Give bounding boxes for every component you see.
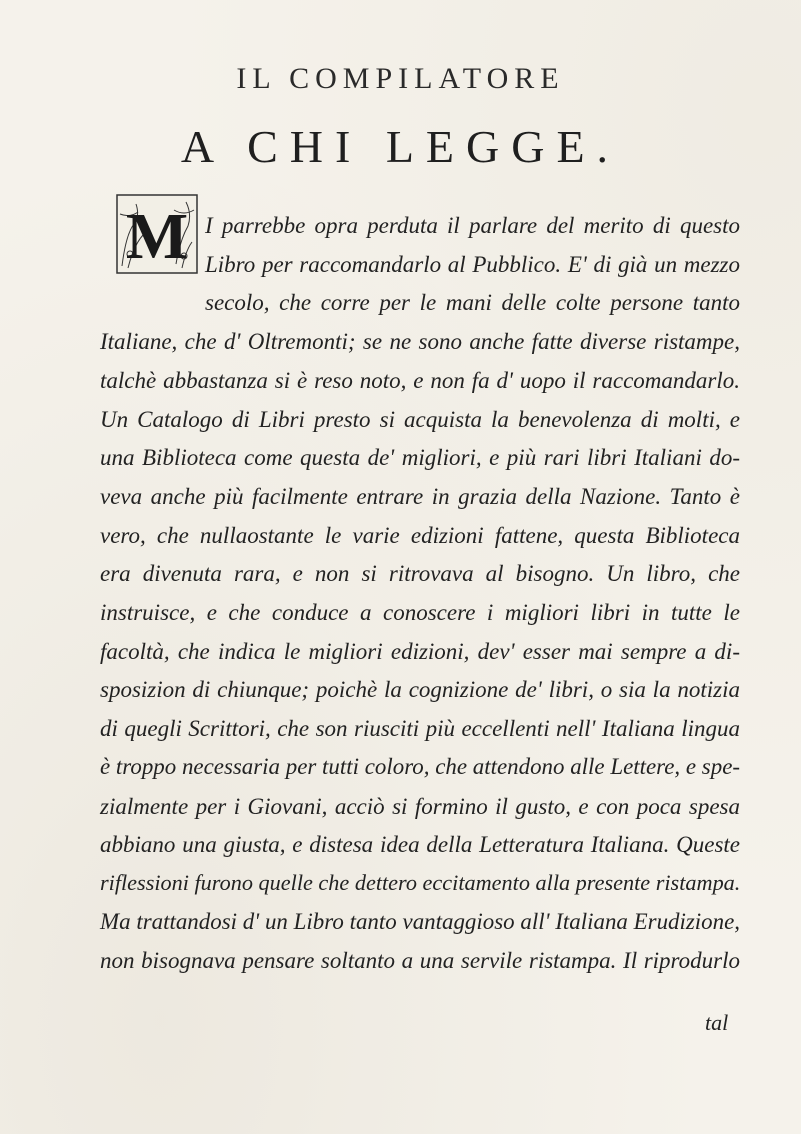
text-line: instruisce, e che conduce a conoscere i migliori libri in tutte le: [100, 600, 740, 625]
text-line: Italiane, che d' Oltremonti; se ne sono anche fatte diverse ristampe,: [100, 329, 740, 355]
text-line: Un Catalogo di Libri presto si acquista la benevolenza di molti, e: [100, 406, 740, 432]
text-line: Ma trattandosi d' un Libro tanto vantaggioso all' Italiana Erudizione,: [100, 908, 740, 934]
text-line: non bisognava pensare soltanto a una servile ristampa. Il riprodurlo: [100, 948, 740, 974]
text-line: I parrebbe opra perduta il parlare del merito di questo: [205, 213, 740, 238]
text-line: vero, che nullaostante le varie edizioni fattene, questa Biblioteca: [100, 522, 740, 548]
text-line: di quegli Scrittori, che son riusciti più eccellenti nell' Italiana lingua: [100, 716, 740, 742]
decorative-initial-m: [116, 194, 198, 274]
text-line: Libro per raccomandarlo al Pubblico. E' di già un mezzo: [205, 251, 740, 277]
catchword: tal: [705, 1010, 729, 1035]
text-line: zialmente per i Giovani, acciò si formino il gusto, e con poca spesa: [100, 793, 740, 819]
dropcap-letter: M: [125, 200, 189, 273]
text-line: era divenuta rara, e non si ritrovava al bisogno. Un libro, che: [100, 561, 740, 587]
text-line: una Biblioteca come questa de' migliori, e più rari libri Italiani do-: [100, 445, 740, 471]
text-line: facoltà, che indica le migliori edizioni, dev' esser mai sempre a di-: [100, 638, 740, 664]
running-head: IL COMPILATORE: [236, 62, 565, 95]
text-line: talchè abbastanza si è reso noto, e non fa d' uopo il raccomandarlo.: [100, 367, 740, 393]
text-line: veva anche più facilmente entrare in grazia della Nazione. Tanto è: [100, 483, 740, 509]
text-line: è troppo necessaria per tutti coloro, che attendono alle Lettere, e spe-: [100, 753, 740, 779]
text-line: abbiano una giusta, e distesa idea della Letteratura Italiana. Queste: [100, 832, 740, 858]
page-title: A CHI LEGGE.: [180, 121, 621, 172]
text-line: secolo, che corre per le mani delle colte persone tanto: [205, 290, 740, 316]
text-line: riflessioni furono quelle che dettero eccitamento alla presente ristampa.: [100, 869, 741, 895]
text-line: sposizion di chiunque; poichè la cognizione de' libri, o sia la notizia: [100, 677, 740, 703]
